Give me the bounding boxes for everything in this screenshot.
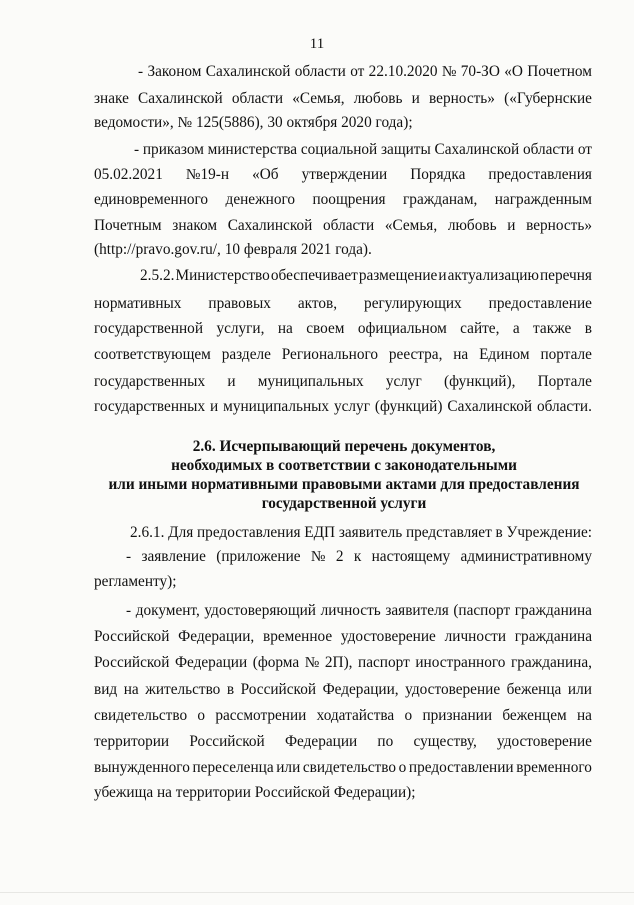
section-heading-line: государственной услуги [261,495,427,512]
clause-2-5-2-line: государственных и муниципальных услуг (функций) Сахалинской области. [94,398,592,415]
section-heading-line: или иными нормативными правовыми актами для предоставления [108,476,580,493]
identity-doc-line: территории Российской Федерации по существу, удостоверение [94,733,592,750]
clause-2-6-1-line: 2.6.1. Для предоставления ЕДП заявитель представляет в Учреждение: [130,524,592,541]
identity-doc-line: - документ, удостоверяющий личность заявителя (паспорт гражданина [126,602,592,619]
application-line: регламенту); [94,573,177,590]
order-19-line: Почетным знаком Сахалинской области «Семья, любовь и верность» [94,217,592,234]
clause-2-5-2-line: соответствующем разделе Регионального реестра, на Едином портале [94,346,592,363]
page-number: 11 [309,36,325,52]
order-19-line: - приказом министерства социальной защиты Сахалинской области от [134,141,592,158]
law-70-line: ведомости», № 125(5886), 30 октября 2020 года); [94,114,413,131]
law-70-line: знаке Сахалинской области «Семья, любовь и верность» («Губернские [94,90,592,107]
identity-doc-line: убежища на территории Российской Федерации); [94,784,416,801]
identity-doc-line: вынужденного переселенца или свидетельство о предоставлении временного [94,759,592,776]
order-19-line: (http://pravo.gov.ru/, 10 февраля 2021 года). [94,241,372,258]
identity-doc-line: Российской Федерации, временное удостоверение личности гражданина [94,628,592,645]
identity-doc-line: свидетельство о рассмотрении ходатайства о признании беженцем на [94,707,592,724]
section-heading-line: необходимых в соответствии с законодательными [171,457,517,474]
clause-2-5-2-line: государственной услуги, на своем официальном сайте, а также в [94,320,592,337]
clause-2-5-2-line: 2.5.2. Министерство обеспечивает размещение и актуализацию перечня [140,267,592,284]
application-line: - заявление (приложение № 2 к настоящему административному [126,548,592,565]
identity-doc-line: вид на жительство в Российской Федерации, удостоверение беженца или [94,681,592,698]
law-70-line: - Законом Сахалинской области от 22.10.2020 № 70-ЗО «О Почетном [138,63,592,80]
clause-2-5-2-line: государственных и муниципальных услуг (функций), Портале [94,373,592,390]
clause-2-5-2-line: нормативных правовых актов, регулирующих предоставление [94,295,592,312]
order-19-line: 05.02.2021 №19-н «Об утверждении Порядка предоставления [94,166,592,183]
order-19-line: единовременного денежного поощрения гражданам, награжденным [94,191,592,208]
scan-edge-divider [0,892,634,893]
section-heading-line: 2.6. Исчерпывающий перечень документов, [192,438,496,455]
identity-doc-line: Российской Федерации (форма № 2П), паспорт иностранного гражданина, [94,654,592,671]
